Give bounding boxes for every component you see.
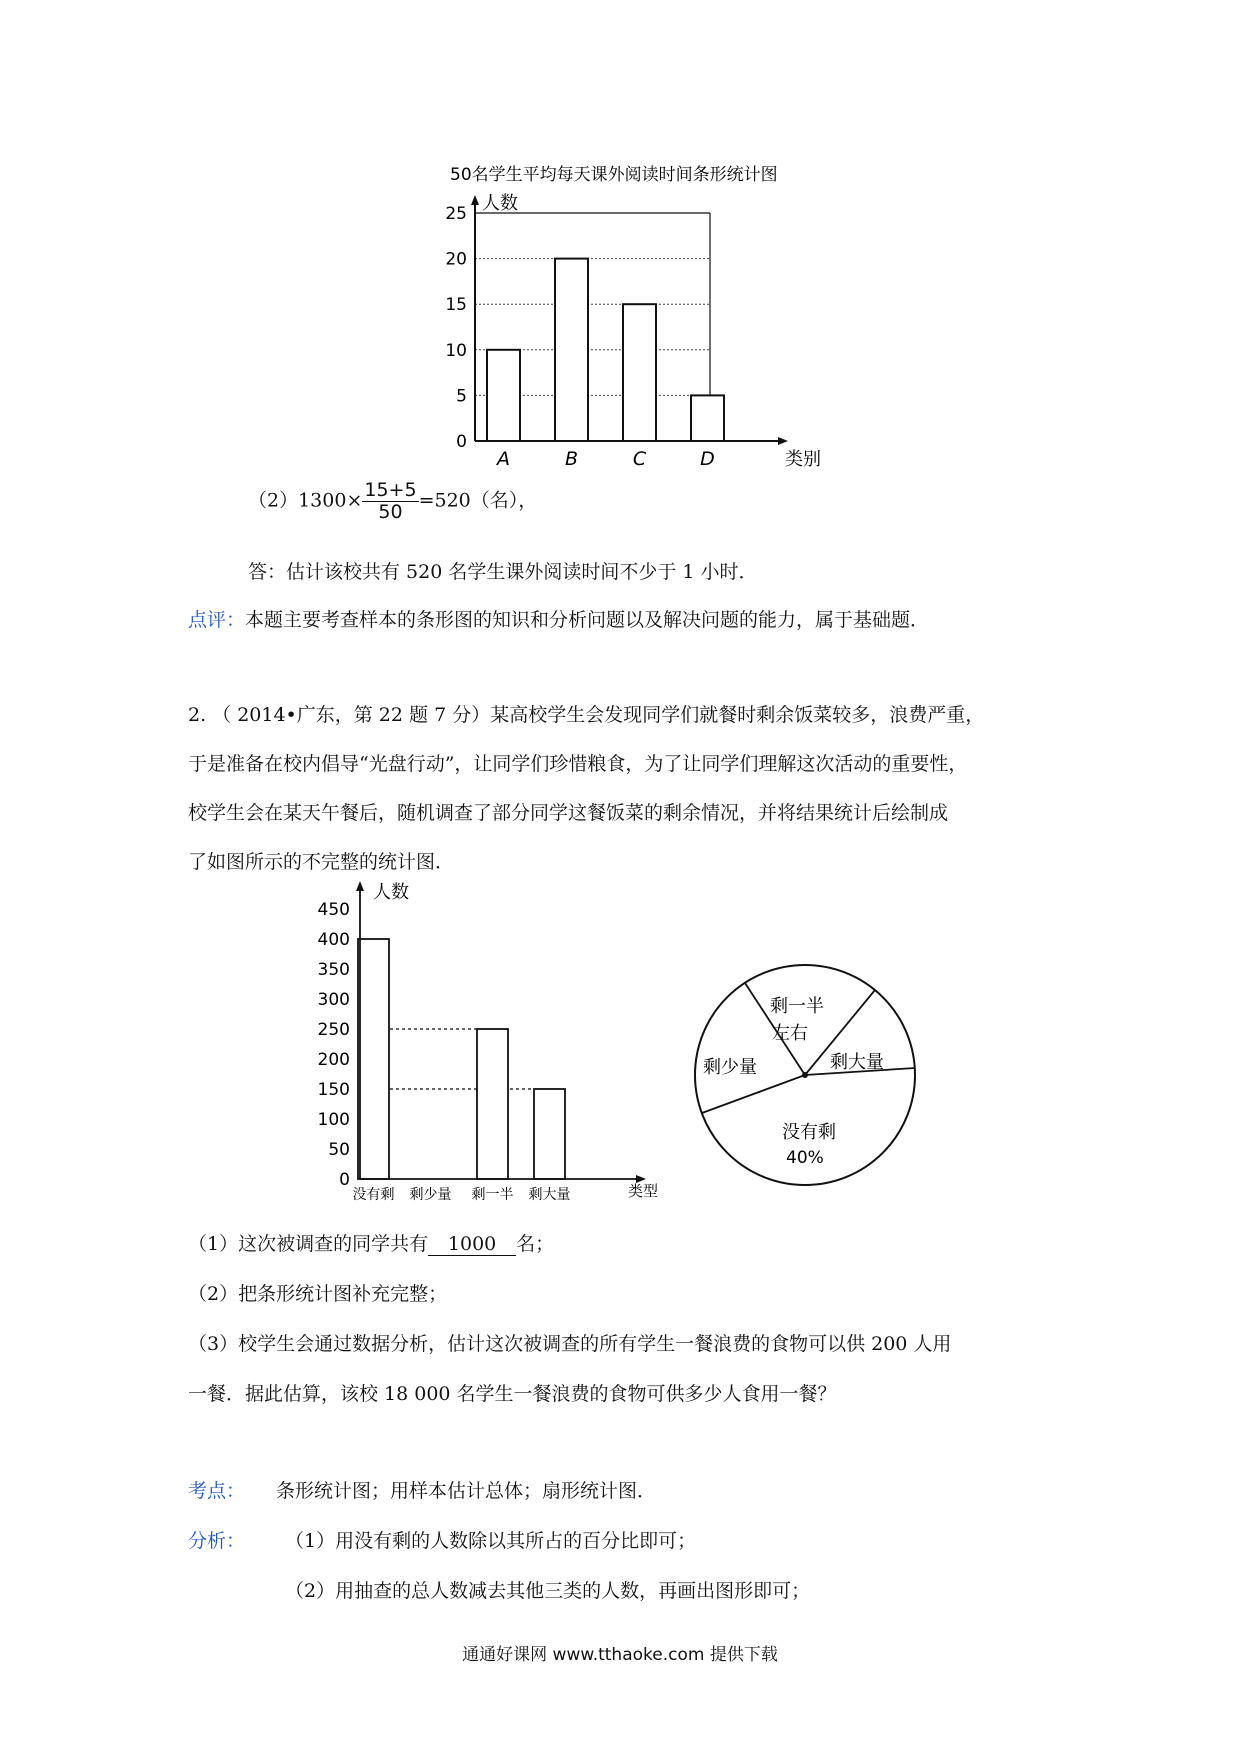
chart2-ylabel: 人数	[373, 882, 409, 903]
chart1-bar	[623, 304, 656, 441]
fenxi-1: （1）用没有剩的人数除以其所占的百分比即可；	[285, 1530, 697, 1552]
chart2-y-tick: 400	[317, 930, 350, 950]
chart1-category-label: A	[497, 448, 510, 470]
pie-label-none: 没有剩	[782, 1122, 836, 1143]
chart1-y-tick: 0	[456, 432, 467, 452]
kaodian-text: 条形统计图；用样本估计总体；扇形统计图．	[276, 1480, 657, 1502]
chart1-y-tick: 20	[445, 249, 467, 270]
comment	[188, 605, 929, 632]
problem-line-1: 2. （ 2014•广东，第 22 题 7 分）某高校学生会发现同学们就餐时剩余饭菜较多，浪费严重，	[188, 704, 985, 726]
pie-label-small: 剩少量	[703, 1057, 757, 1078]
chart1-title: 50名学生平均每天课外阅读时间条形统计图	[450, 165, 778, 185]
q1-prefix: （1）这次被调查的同学共有	[188, 1233, 429, 1255]
chart2-y-tick: 250	[317, 1020, 350, 1040]
kaodian	[188, 1476, 245, 1503]
fenxi	[188, 1526, 245, 1553]
fenxi-label: 分析：	[188, 1530, 246, 1552]
chart1-bar	[691, 395, 724, 441]
chart1-category-label: D	[700, 448, 715, 470]
chart2-category-label: 没有剩	[352, 1187, 395, 1203]
question-1	[188, 1229, 554, 1256]
solution-answer: 答：估计该校共有 520 名学生课外阅读时间不少于 1 小时．	[248, 561, 758, 583]
chart1-x-arrow	[778, 437, 788, 445]
chart2-bar	[534, 1089, 565, 1179]
pie-center	[802, 1072, 808, 1078]
question-2: （2）把条形统计图补充完整；	[188, 1283, 448, 1305]
chart1-category-label: C	[632, 448, 647, 470]
kaodian-label: 考点：	[188, 1480, 246, 1502]
chart2-y-tick: 0	[339, 1170, 350, 1190]
chart1-xlabel: 类别	[785, 449, 821, 470]
chart1-ylabel: 人数	[482, 193, 518, 214]
chart1-y-tick: 25	[445, 204, 467, 224]
chart2-y-tick: 150	[317, 1080, 350, 1100]
pie-label-half-bottom: 左右	[772, 1023, 808, 1044]
q1-answer-blank: 1000	[428, 1233, 516, 1256]
fraction	[362, 480, 418, 523]
chart2-y-tick: 450	[317, 900, 350, 920]
solution-calc	[248, 480, 537, 523]
chart2-y-tick: 100	[317, 1110, 350, 1130]
pie-label-none-percent: 40%	[786, 1148, 824, 1168]
chart-reading-time	[430, 155, 870, 475]
question-3-line-2: 一餐．据此估算，该校 18 000 名学生一餐浪费的食物可供多少人食用一餐？	[188, 1383, 837, 1405]
calc-prefix: （2）1300×	[248, 489, 363, 512]
comment-label: 点评：	[188, 609, 246, 631]
chart2-bar	[358, 939, 389, 1179]
fraction-numerator: 15+5	[364, 479, 417, 501]
chart2-y-tick: 300	[317, 990, 350, 1010]
q1-suffix: 名；	[516, 1233, 555, 1255]
fraction-denominator: 50	[378, 500, 403, 523]
calc-suffix: =520（名），	[418, 489, 538, 512]
chart2-category-label: 剩少量	[409, 1187, 452, 1203]
fenxi-2: （2）用抽查的总人数减去其他三类的人数，再画出图形即可；	[285, 1580, 811, 1602]
chart2-y-tick: 50	[328, 1140, 350, 1160]
chart1-y-arrow	[471, 195, 479, 205]
question-3-line-1: （3）校学生会通过数据分析，估计这次被调查的所有学生一餐浪费的食物可以供 200 人用	[188, 1333, 952, 1355]
pie-label-half-top: 剩一半	[770, 996, 824, 1017]
pie-divider-4	[702, 1075, 805, 1113]
chart2-category-label: 剩大量	[528, 1187, 571, 1203]
problem-line-2: 于是准备在校内倡导“光盘行动”，让同学们珍惜粮食，为了让同学们理解这次活动的重要性，	[188, 753, 968, 775]
chart1-y-tick: 15	[445, 295, 467, 316]
chart2-xlabel: 类型	[628, 1182, 659, 1200]
chart1-category-label: B	[564, 448, 579, 470]
chart2-y-arrow	[356, 881, 364, 891]
chart1-bar	[555, 259, 588, 441]
comment-text: 本题主要考查样本的条形图的知识和分析问题以及解决问题的能力，属于基础题．	[245, 609, 930, 631]
problem-line-4: 了如图所示的不完整的统计图．	[188, 851, 455, 873]
chart2-y-tick: 200	[317, 1050, 350, 1070]
footer: 通通好课网 www.tthaoke.com 提供下载	[462, 1645, 778, 1665]
chart2-bar	[477, 1029, 508, 1179]
chart2-category-label: 剩一半	[471, 1187, 514, 1203]
chart1-y-tick: 10	[445, 340, 467, 361]
chart1-bar	[487, 350, 520, 441]
problem-line-3: 校学生会在某天午餐后，随机调查了部分同学这餐饭菜的剩余情况，并将结果统计后绘制成	[188, 802, 949, 824]
chart2-y-tick: 350	[317, 960, 350, 980]
chart-leftover-bar	[315, 877, 675, 1207]
pie-label-large: 剩大量	[830, 1052, 884, 1073]
chart-leftover-pie	[690, 960, 930, 1200]
chart1-y-tick: 5	[456, 386, 467, 407]
